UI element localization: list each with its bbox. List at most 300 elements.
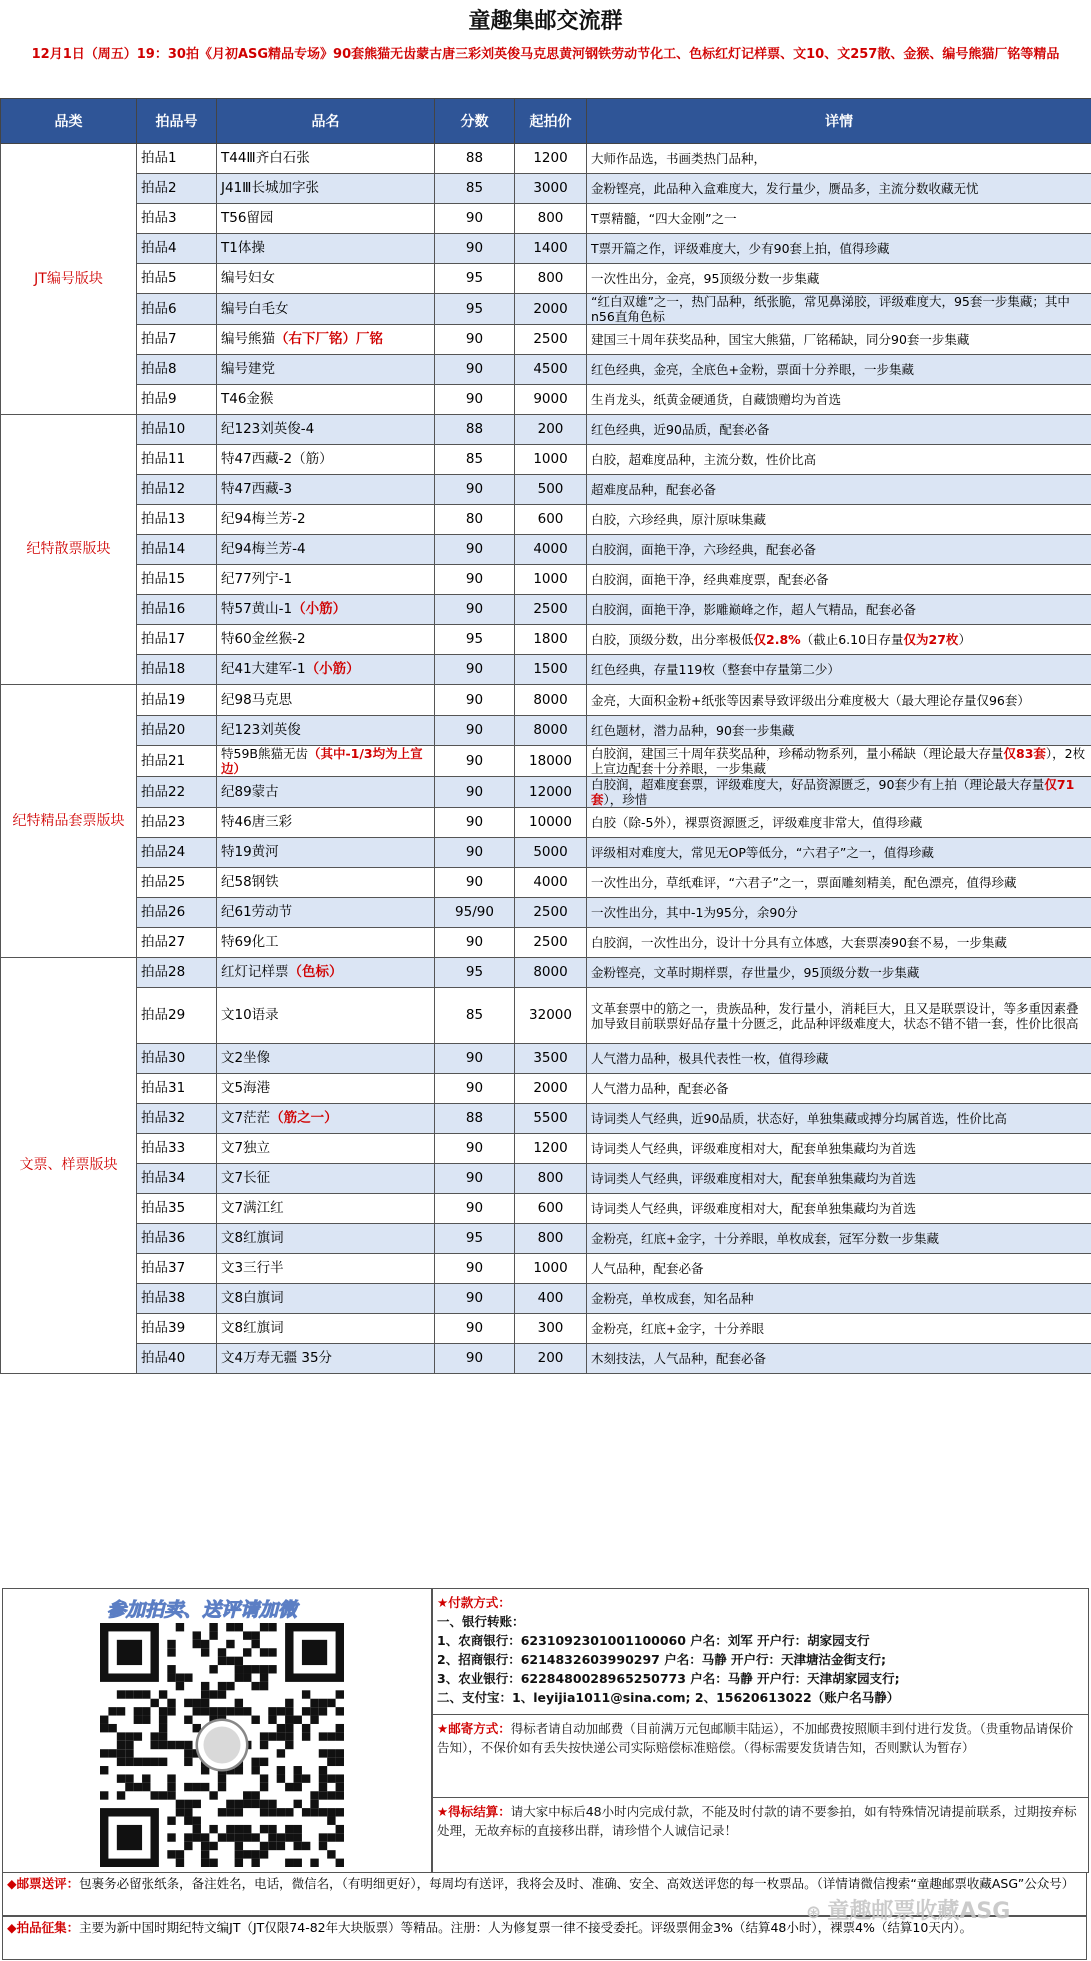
lot-score: 90: [435, 1254, 515, 1284]
lot-score: 88: [435, 1104, 515, 1134]
lot-name-note: （筋之一）: [270, 1110, 338, 1126]
lot-score: 90: [435, 1164, 515, 1194]
lot-score: 85: [435, 174, 515, 204]
lot-score: 95: [435, 294, 515, 325]
lot-name: [217, 505, 435, 535]
lot-detail: [587, 868, 1091, 898]
lot-score: 95: [435, 625, 515, 655]
lot-detail: [587, 1254, 1091, 1284]
lot-number: 拍品17: [137, 625, 217, 655]
table-row: [1, 535, 1091, 565]
lot-detail: [587, 264, 1091, 294]
lot-name-text: 特57黄山-1: [221, 601, 293, 617]
lot-detail: [587, 204, 1091, 234]
lot-number: 拍品39: [137, 1314, 217, 1344]
lot-name-text: 纪94梅兰芳-2: [221, 511, 306, 527]
lot-detail-text: ），2枚上宣边配套十分养眼，一步集藏: [591, 746, 1086, 776]
lot-name-text: 红灯记样票: [221, 964, 289, 980]
table-row: [1, 928, 1091, 958]
wechat-icon: ⊛: [806, 1902, 828, 1923]
lot-detail-text: 金粉铿亮，此品种入盒难度大，发行量少，赝品多，主流分数收藏无忧: [591, 181, 979, 196]
lot-start-price: 200: [515, 415, 587, 445]
lot-detail: [587, 355, 1091, 385]
lot-detail-text: 人气潜力品种，配套必备: [591, 1081, 729, 1096]
lot-name-tail: 厂铭: [356, 331, 383, 347]
lot-number: 拍品14: [137, 535, 217, 565]
lot-number: 拍品30: [137, 1044, 217, 1074]
diamond-bullet-icon: ◆: [7, 1920, 17, 1935]
lot-detail-text: 建国三十周年获奖品种，国宝大熊猫，厂铭稀缺，同分90套一步集藏: [591, 332, 970, 347]
lot-name: [217, 1074, 435, 1104]
lot-detail-text: T票开篇之作，评级难度大，少有90套上拍，值得珍藏: [591, 241, 890, 256]
lot-name-text: 文4万寿无疆 35分: [221, 1350, 333, 1366]
lot-detail: [587, 1194, 1091, 1224]
lot-start-price: 5000: [515, 838, 587, 868]
table-row: [1, 144, 1091, 174]
table-row: [1, 685, 1091, 716]
lot-score: 90: [435, 838, 515, 868]
lot-detail: [587, 535, 1091, 565]
lot-start-price: 4500: [515, 355, 587, 385]
payment-line: 1、农商银行：6231092301001100060 户名：刘军 开户行：胡家园支行: [437, 1633, 870, 1648]
lot-score: 90: [435, 777, 515, 808]
lot-score: 90: [435, 234, 515, 264]
shipping-block: [433, 1715, 1088, 1798]
lot-detail: [587, 144, 1091, 174]
lot-name-text: 文7独立: [221, 1140, 271, 1156]
lot-name-text: 文8红旗词: [221, 1230, 284, 1246]
lot-number: 拍品8: [137, 355, 217, 385]
lots-table: [0, 98, 1091, 1374]
lot-start-price: 800: [515, 1224, 587, 1254]
lot-detail-text: 白胶，超难度品种，主流分数，性价比高: [591, 452, 817, 467]
lot-name: [217, 144, 435, 174]
table-row: [1, 174, 1091, 204]
lot-name-text: T1体操: [221, 240, 265, 256]
lot-score: 90: [435, 746, 515, 777]
category-cell: 文票、样票版块: [1, 958, 137, 1374]
table-row: [1, 808, 1091, 838]
lot-number: 拍品34: [137, 1164, 217, 1194]
table-row: [1, 325, 1091, 355]
lot-name: [217, 1104, 435, 1134]
lot-score: 90: [435, 685, 515, 716]
lot-detail-text: 白胶润，一次性出分，设计十分具有立体感，大套票凑90套不易，一步集藏: [591, 935, 1007, 950]
lot-name: [217, 685, 435, 716]
lot-detail: [587, 988, 1091, 1044]
lot-detail-text: 金粉亮，红底+金字，十分养眼: [591, 1321, 764, 1336]
table-row: [1, 1194, 1091, 1224]
lot-name-text: 文5海港: [221, 1080, 271, 1096]
table-row: [1, 958, 1091, 988]
qr-code-icon[interactable]: [98, 1623, 346, 1867]
lot-start-price: 3500: [515, 1044, 587, 1074]
lot-number: 拍品1: [137, 144, 217, 174]
table-row: [1, 898, 1091, 928]
lot-start-price: 8000: [515, 958, 587, 988]
table-row: [1, 355, 1091, 385]
lot-start-price: 800: [515, 264, 587, 294]
lot-name: [217, 868, 435, 898]
lot-name: [217, 746, 435, 777]
lot-detail-text: 金粉亮，红底+金字，十分养眼，单枚成套，冠军分数一步集藏: [591, 1231, 939, 1246]
table-row: [1, 1344, 1091, 1374]
lot-number: 拍品37: [137, 1254, 217, 1284]
lot-score: 90: [435, 1194, 515, 1224]
lot-score: 90: [435, 595, 515, 625]
col-header-score: 分数: [435, 99, 515, 144]
lot-number: 拍品31: [137, 1074, 217, 1104]
lot-name: [217, 565, 435, 595]
lot-name-text: 文2坐像: [221, 1050, 271, 1066]
table-row: [1, 716, 1091, 746]
lot-score: 88: [435, 144, 515, 174]
category-cell: 纪特精品套票版块: [1, 685, 137, 958]
lot-name-text: 特59B熊猫无齿: [221, 746, 308, 761]
lot-score: 90: [435, 655, 515, 685]
lot-start-price: 12000: [515, 777, 587, 808]
lot-name: [217, 595, 435, 625]
lot-number: 拍品7: [137, 325, 217, 355]
lot-name-text: 纪123刘英俊-4: [221, 421, 315, 437]
table-row: [1, 746, 1091, 777]
lot-name-text: 纪58钢铁: [221, 874, 279, 890]
lot-name: [217, 355, 435, 385]
lot-start-price: 800: [515, 204, 587, 234]
lot-start-price: 10000: [515, 808, 587, 838]
lot-detail-text: 诗词类人气经典，评级难度相对大，配套单独集藏均为首选: [591, 1201, 917, 1216]
lot-name: [217, 1044, 435, 1074]
lot-start-price: 2500: [515, 898, 587, 928]
lot-score: 90: [435, 1284, 515, 1314]
lot-detail: [587, 716, 1091, 746]
table-row: [1, 868, 1091, 898]
page-title: 童趣集邮交流群: [468, 9, 623, 34]
lot-score: 95: [435, 958, 515, 988]
lot-name: [217, 655, 435, 685]
lot-name-note: （小筋）: [305, 661, 360, 677]
lot-start-price: 1200: [515, 144, 587, 174]
lot-start-price: 600: [515, 1194, 587, 1224]
lot-number: 拍品12: [137, 475, 217, 505]
lot-number: 拍品36: [137, 1224, 217, 1254]
lot-number: 拍品23: [137, 808, 217, 838]
lot-score: 95/90: [435, 898, 515, 928]
lot-detail-text: 金粉铿亮，文革时期样票，存世量少，95顶级分数一步集藏: [591, 965, 920, 980]
lot-start-price: 4000: [515, 868, 587, 898]
lot-name-text: 纪61劳动节: [221, 904, 293, 920]
col-header-category: 品类: [1, 99, 137, 144]
lot-name-text: 纪77列宁-1: [221, 571, 293, 587]
lot-name-text: 文10语录: [221, 1007, 279, 1023]
table-row: [1, 1164, 1091, 1194]
table-row: [1, 988, 1091, 1044]
lot-name-text: 文7茫茫: [221, 1110, 271, 1126]
lot-start-price: 18000: [515, 746, 587, 777]
lot-detail: [587, 174, 1091, 204]
lot-score: 90: [435, 355, 515, 385]
shipping-text: 得标者请自动加邮费（目前满万元包邮顺丰陆运），不加邮费按照顺丰到付进行发货。（贵重物品请保价告知），不保价如有丢失按快递公司实际赔偿标准赔偿。（得标需要发货请告知，否则默认为暂存）: [437, 1721, 1074, 1755]
lot-number: 拍品27: [137, 928, 217, 958]
lot-detail-text: “红白双雄”之一，热门品种，纸张脆，常见鼻涕胶，评级难度大，95套一步集藏；其中n56直角色标: [591, 294, 1070, 324]
col-header-lot-no: 拍品号: [137, 99, 217, 144]
lot-name-text: T56留园: [221, 210, 274, 226]
payment-panel: [432, 1588, 1089, 1873]
lot-score: 90: [435, 868, 515, 898]
lot-start-price: 4000: [515, 535, 587, 565]
lot-start-price: 1500: [515, 655, 587, 685]
lot-score: 88: [435, 415, 515, 445]
lot-name: [217, 535, 435, 565]
lot-detail: [587, 808, 1091, 838]
lot-detail-text: 白胶润，面艳干净，六珍经典，配套必备: [591, 542, 817, 557]
lot-start-price: 800: [515, 1164, 587, 1194]
lot-score: 90: [435, 204, 515, 234]
table-row: [1, 1224, 1091, 1254]
lot-detail-highlight: 仅71套: [591, 777, 1075, 807]
lot-start-price: 1000: [515, 1254, 587, 1284]
lot-detail-text: 白胶润，面艳干净，影雕巅峰之作，超人气精品，配套必备: [591, 602, 917, 617]
lot-name-text: 特60金丝猴-2: [221, 631, 306, 647]
lot-start-price: 5500: [515, 1104, 587, 1134]
lot-name-text: 文7满江红: [221, 1200, 284, 1216]
lot-score: 90: [435, 1344, 515, 1374]
lot-detail-text: 一次性出分，金亮，95顶级分数一步集藏: [591, 271, 820, 286]
payment-line: 2、招商银行：6214832603990297 户名：马静 开户行：天津塘沽金街支行;: [437, 1652, 887, 1667]
lot-score: 90: [435, 1134, 515, 1164]
table-row: [1, 1134, 1091, 1164]
lot-detail: [587, 565, 1091, 595]
lot-number: 拍品15: [137, 565, 217, 595]
lot-start-price: 8000: [515, 685, 587, 716]
lot-detail: [587, 1164, 1091, 1194]
lot-detail-text: 红色经典，近90品质，配套必备: [591, 422, 770, 437]
lot-score: 90: [435, 475, 515, 505]
payment-line: 3、农业银行：6228480028965250773 户名：马静 开户行：天津胡家园支行;: [437, 1671, 900, 1686]
lot-number: 拍品10: [137, 415, 217, 445]
lot-score: 80: [435, 505, 515, 535]
lot-number: 拍品25: [137, 868, 217, 898]
lot-detail: [587, 1314, 1091, 1344]
table-row: [1, 294, 1091, 325]
lot-number: 拍品28: [137, 958, 217, 988]
table-row: [1, 1104, 1091, 1134]
table-row: [1, 565, 1091, 595]
table-row: [1, 445, 1091, 475]
lot-score: 95: [435, 1224, 515, 1254]
lot-detail: [587, 1344, 1091, 1374]
lot-name-text: 纪41大建军-1: [221, 661, 306, 677]
lot-start-price: 2500: [515, 595, 587, 625]
lot-detail-text: 诗词类人气经典，评级难度相对大，配套单独集藏均为首选: [591, 1171, 917, 1186]
lot-detail-text: ）: [958, 632, 971, 647]
table-row: [1, 838, 1091, 868]
lot-start-price: 1000: [515, 445, 587, 475]
lot-name: [217, 1344, 435, 1374]
lot-number: 拍品29: [137, 988, 217, 1044]
table-row: [1, 1314, 1091, 1344]
lot-number: 拍品5: [137, 264, 217, 294]
table-row: [1, 655, 1091, 685]
lot-name-note: （右下厂铭）: [275, 331, 356, 347]
lot-number: 拍品33: [137, 1134, 217, 1164]
lot-name: [217, 174, 435, 204]
lot-score: 90: [435, 1314, 515, 1344]
lot-detail: [587, 1224, 1091, 1254]
lot-name-text: 纪89蒙古: [221, 783, 279, 800]
lot-name-text: 文8白旗词: [221, 1290, 284, 1306]
lot-start-price: 2500: [515, 325, 587, 355]
lot-name: [217, 475, 435, 505]
lot-name: [217, 988, 435, 1044]
lot-detail-highlight: 仅为27枚: [903, 632, 959, 647]
lot-name-text: 文7长征: [221, 1170, 271, 1186]
lot-number: 拍品26: [137, 898, 217, 928]
lot-name-text: 文3三行半: [221, 1260, 284, 1276]
lot-detail-text: 白胶润，面艳干净，经典难度票，配套必备: [591, 572, 829, 587]
lot-name-text: 特47西藏-3: [221, 481, 293, 497]
lot-detail-text: ），珍惜: [603, 792, 648, 807]
lot-start-price: 400: [515, 1284, 587, 1314]
lot-name: [217, 204, 435, 234]
qr-panel: [2, 1588, 432, 1873]
lot-score: 90: [435, 325, 515, 355]
lot-number: 拍品3: [137, 204, 217, 234]
table-row: [1, 777, 1091, 808]
lot-score: 85: [435, 445, 515, 475]
lot-name: [217, 1254, 435, 1284]
lot-detail: [587, 685, 1091, 716]
lot-detail: [587, 445, 1091, 475]
lot-start-price: 1200: [515, 1134, 587, 1164]
lot-start-price: 200: [515, 1344, 587, 1374]
lot-number: 拍品20: [137, 716, 217, 746]
lot-name-text: 编号白毛女: [221, 300, 289, 317]
lot-name: [217, 1134, 435, 1164]
lot-number: 拍品21: [137, 746, 217, 777]
lot-detail-text: 木刻技法，人气品种，配套必备: [591, 1351, 767, 1366]
lot-detail: [587, 415, 1091, 445]
lot-score: 90: [435, 1044, 515, 1074]
lot-start-price: 3000: [515, 174, 587, 204]
lot-detail-highlight: 仅83套: [1003, 746, 1046, 761]
table-header-row: [1, 99, 1091, 144]
lot-name: [217, 264, 435, 294]
lot-detail-text: 红色经典，金亮，全底色+金粉，票面十分养眼，一步集藏: [591, 362, 914, 377]
lot-number: 拍品35: [137, 1194, 217, 1224]
col-header-detail: 详情: [587, 99, 1091, 144]
category-cell: JT编号版块: [1, 144, 137, 415]
table-row: [1, 234, 1091, 264]
lot-start-price: 32000: [515, 988, 587, 1044]
lot-detail: [587, 1074, 1091, 1104]
lot-name: [217, 1164, 435, 1194]
lot-start-price: 8000: [515, 716, 587, 746]
lot-number: 拍品4: [137, 234, 217, 264]
lot-name: [217, 1224, 435, 1254]
lot-start-price: 600: [515, 505, 587, 535]
collect-head: 拍品征集：: [16, 1920, 80, 1935]
lot-number: 拍品9: [137, 385, 217, 415]
table-row: [1, 1284, 1091, 1314]
lot-detail: [587, 655, 1091, 685]
category-cell: 纪特散票版块: [1, 415, 137, 685]
lot-name: [217, 808, 435, 838]
lot-name-text: 文8红旗词: [221, 1320, 284, 1336]
lot-name: [217, 1194, 435, 1224]
lot-score: 90: [435, 535, 515, 565]
lot-detail: [587, 746, 1091, 777]
lot-name: [217, 928, 435, 958]
lot-detail-text: T票精髓，“四大金刚”之一: [591, 211, 737, 226]
lot-name-text: T44Ⅲ齐白石张: [221, 150, 310, 166]
lots-body: [1, 144, 1091, 1374]
lot-detail-text: 白胶（除-5外），裸票资源匮乏，评级难度非常大，值得珍藏: [591, 815, 923, 830]
lot-detail: [587, 928, 1091, 958]
lot-detail: [587, 625, 1091, 655]
lot-name-text: 特46唐三彩: [221, 814, 293, 830]
lot-start-price: 9000: [515, 385, 587, 415]
lot-name-text: 特19黄河: [221, 844, 279, 860]
table-row: [1, 264, 1091, 294]
lot-score: 90: [435, 1074, 515, 1104]
table-row: [1, 475, 1091, 505]
lot-score: 90: [435, 808, 515, 838]
lot-detail: [587, 475, 1091, 505]
lot-name: [217, 234, 435, 264]
lot-number: 拍品13: [137, 505, 217, 535]
lot-start-price: 1000: [515, 565, 587, 595]
lot-name: [217, 958, 435, 988]
lot-name-text: 特47西藏-2（筋）: [221, 451, 333, 467]
table-row: [1, 625, 1091, 655]
lot-name-text: 编号建党: [221, 361, 275, 377]
lot-detail-text: 生肖龙头，纸黄金硬通货，自藏馈赠均为首选: [591, 392, 842, 407]
lot-number: 拍品40: [137, 1344, 217, 1374]
lot-detail-text: 金粉亮，单枚成套，知名品种: [591, 1291, 754, 1306]
lot-detail-text: 人气潜力品种，极具代表性一枚，值得珍藏: [591, 1051, 829, 1066]
lot-name-text: 纪94梅兰芳-4: [221, 541, 306, 557]
lot-detail-text: 金亮，大面积金粉+纸张等因素导致评级出分难度极大（最大理论存量仅96套）: [591, 692, 1030, 708]
lot-detail: [587, 777, 1091, 808]
lot-detail-text: 诗词类人气经典，评级难度相对大，配套单独集藏均为首选: [591, 1141, 917, 1156]
lot-name-note: （小筋）: [292, 601, 347, 617]
lot-name-text: 特69化工: [221, 934, 279, 950]
lot-name-note: （色标）: [288, 964, 343, 980]
payment-line: 二、支付宝：1、leyijia1011@sina.com; 2、15620613022（账户名马静）: [437, 1690, 900, 1705]
lot-name: [217, 385, 435, 415]
table-row: [1, 415, 1091, 445]
lot-number: 拍品32: [137, 1104, 217, 1134]
lot-name: [217, 716, 435, 746]
lot-detail-text: 文革套票中的筋之一，贵族品种，发行量小，消耗巨大，且又是联票设计，等多重因素叠加导致目前联票好品存量十分匮乏，此品种评级难度大，状态不错不错一套，性价比很高: [591, 1000, 1079, 1031]
lot-name: [217, 777, 435, 808]
watermark-text: 童趣邮票收藏ASG: [827, 1899, 1011, 1924]
lot-detail: [587, 1134, 1091, 1164]
table-row: [1, 1044, 1091, 1074]
lot-score: 90: [435, 716, 515, 746]
lot-detail: [587, 958, 1091, 988]
settle-head: ★得标结算：: [437, 1804, 511, 1819]
settle-text: 请大家中标后48小时内完成付款，不能及时付款的请不要参拍，如有特殊情况请提前联系，过期按弃标处理，无故弃标的直接移出群，请珍惜个人诚信记录！: [437, 1804, 1077, 1838]
lot-detail: [587, 385, 1091, 415]
table-row: [1, 385, 1091, 415]
lot-number: 拍品16: [137, 595, 217, 625]
lot-detail-text: 白胶润，超难度套票，评级难度大，好品资源匮乏，90套少有上拍（理论最大存量: [591, 777, 1045, 792]
table-row: [1, 1254, 1091, 1284]
lot-number: 拍品22: [137, 777, 217, 808]
lot-score: 85: [435, 988, 515, 1044]
